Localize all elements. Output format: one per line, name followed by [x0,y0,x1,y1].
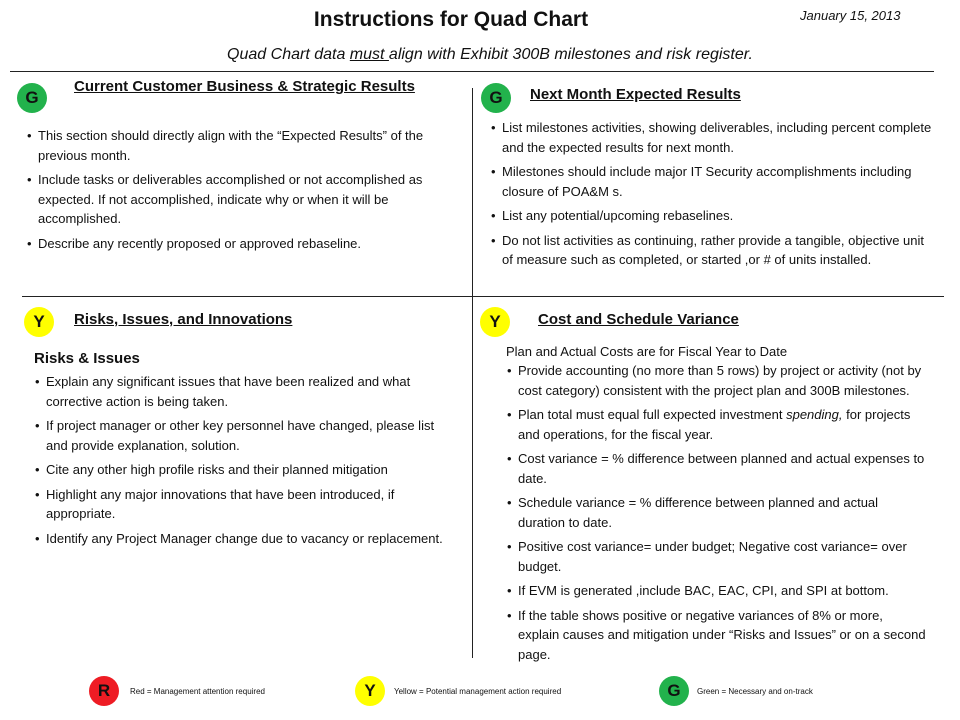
q3-subheading: Risks & Issues [34,350,140,367]
list-item-emphasis: spending, [786,407,843,422]
subtitle-text-end: align with Exhibit 300B milestones and risk register. [388,46,753,63]
legend-yellow-circle: Y [355,676,385,706]
list-item: • List any potential/upcoming rebaselines. [490,206,935,226]
list-item: • This section should directly align with the “Expected Results” of the previous month. [26,126,466,165]
q1-status-circle: G [17,83,47,113]
legend-green-circle: G [659,676,689,706]
list-item: • Positive cost variance= under budget; Negative cost variance= over budget. [506,537,926,576]
list-item: • Explain any significant issues that have been realized and what corrective action is being taken. [34,372,459,411]
list-item: • Provide accounting (no more than 5 rows) by project or activity (not by cost category) consistent with the project plan and 300B milestones. [506,361,926,400]
list-item-text: Plan total must equal full expected investment [518,407,787,422]
q4-heading: Cost and Schedule Variance [538,311,739,328]
list-item: • Cost variance = % difference between planned and actual expenses to date. [506,449,926,488]
subtitle-text-start: Quad Chart data [227,46,350,63]
list-item: • Identify any Project Manager change due to vacancy or replacement. [34,529,459,549]
list-item: • If project manager or other key personnel have changed, please list and provide explanation, solution. [34,416,459,455]
list-item: • If EVM is generated ,include BAC, EAC, CPI, and SPI at bottom. [506,581,926,601]
q4-bullet-list [506,361,926,669]
legend-red-circle: R [89,676,119,706]
q3-bullet-list [34,372,459,553]
list-item: • Milestones should include major IT Security accomplishments including closure of POA&M s. [490,162,935,201]
horizontal-divider [22,296,944,297]
list-item: • Cite any other high profile risks and their planned mitigation [34,460,459,480]
q2-heading: Next Month Expected Results [530,86,741,103]
q1-bullet-list [26,126,466,258]
list-item: • If the table shows positive or negative variances of 8% or more, explain causes and mitigation under “Risks and Issues” or on a second page. [506,606,926,665]
q4-intro-text: Plan and Actual Costs are for Fiscal Year to Date [506,344,788,359]
q3-status-circle: Y [24,307,54,337]
list-item: • Do not list activities as continuing, rather provide a tangible, objective unit of measure such as completed, or started ,or # of units installed. [490,231,935,270]
list-item: • List milestones activities, showing deliverables, including percent complete and the expected results for next month. [490,118,935,157]
legend-green-text: Green = Necessary and on-track [697,687,813,696]
legend-yellow-text: Yellow = Potential management action required [394,687,562,696]
q2-status-circle: G [481,83,511,113]
q1-heading: Current Customer Business & Strategic Results [74,78,415,95]
subtitle-emphasis: must [349,46,389,63]
list-item: • Schedule variance = % difference between planned and actual duration to date. [506,493,926,532]
list-item-text: for projects and operations, for the fiscal year. [518,407,911,442]
date-label: January 15, 2013 [800,8,901,23]
vertical-divider [472,88,473,658]
list-item: • Highlight any major innovations that have been introduced, if appropriate. [34,485,459,524]
list-item: • Describe any recently proposed or approved rebaseline. [26,234,466,254]
list-item: • Include tasks or deliverables accomplished or not accomplished as expected. If not accomplished, indicate why or when it will be accomplished. [26,170,466,229]
q3-heading: Risks, Issues, and Innovations [74,311,293,328]
page-title: Instructions for Quad Chart [313,8,589,31]
page-subtitle [0,46,960,64]
q2-bullet-list [490,118,935,275]
q4-status-circle: Y [480,307,510,337]
list-item [506,405,926,444]
header-divider [10,71,934,72]
legend-red-text: Red = Management attention required [130,687,265,696]
